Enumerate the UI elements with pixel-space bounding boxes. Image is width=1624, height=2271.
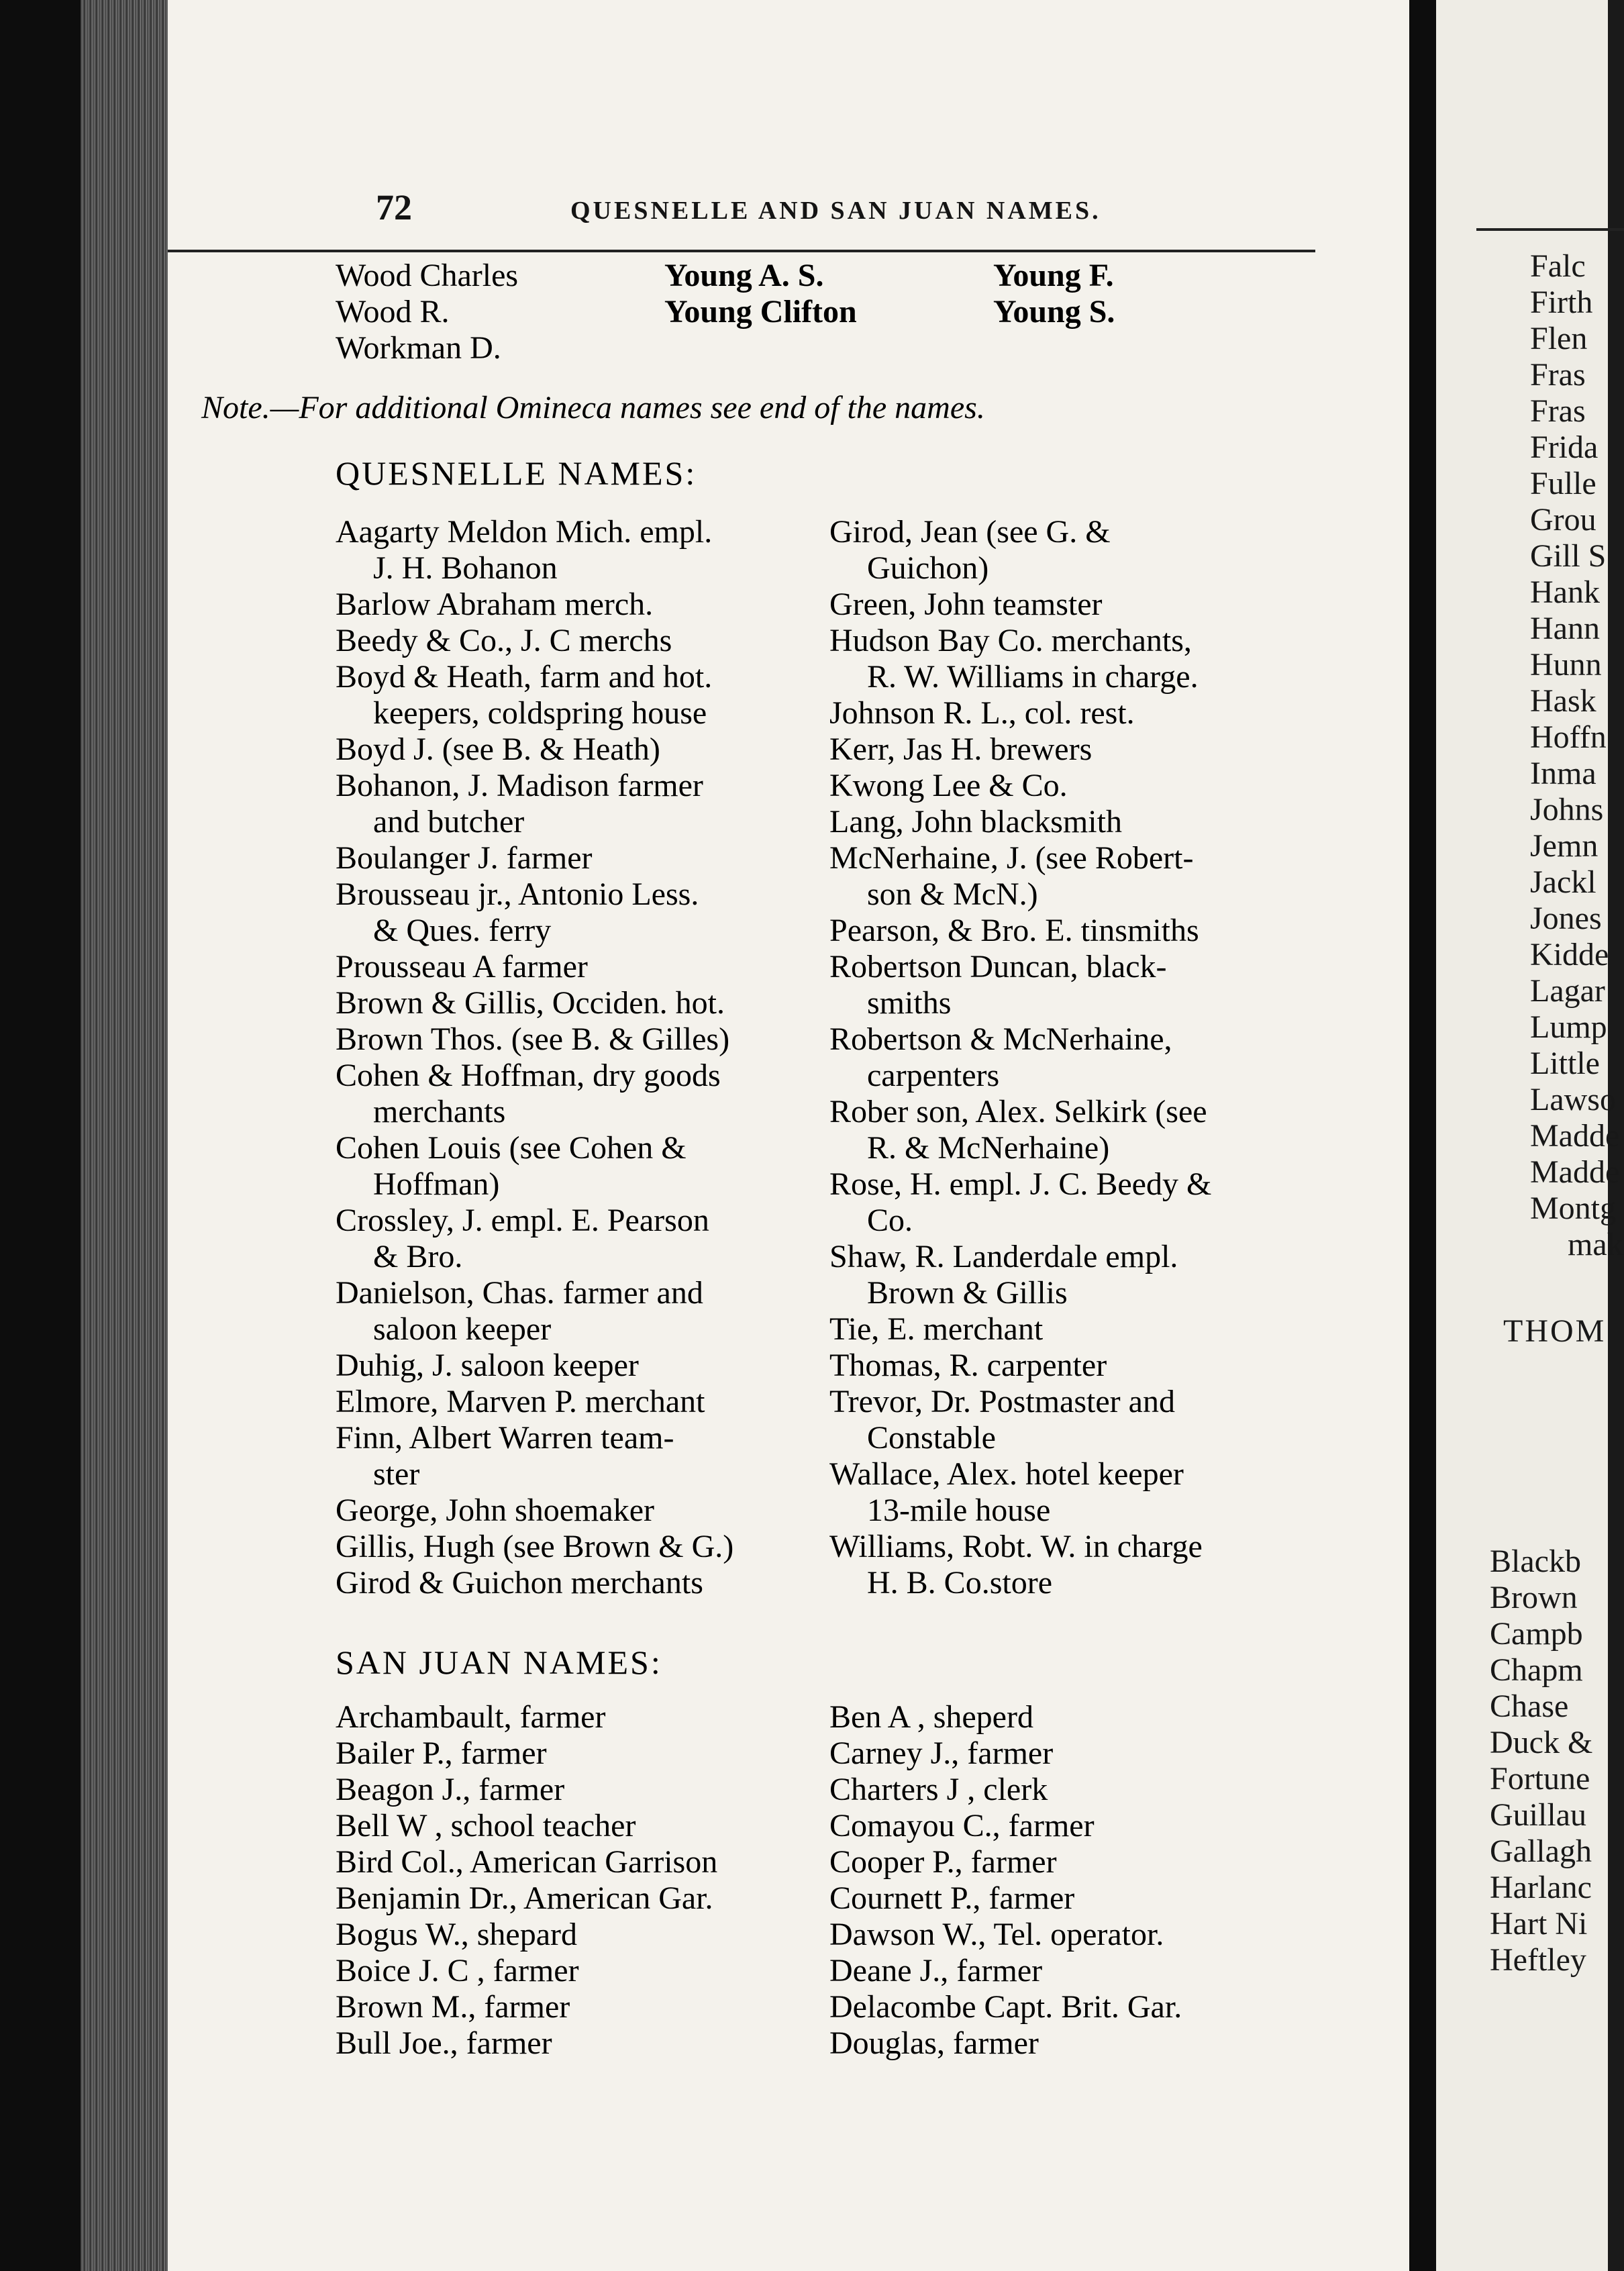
list-item: Hart Ni — [1490, 1906, 1588, 1941]
list-item: Boyd J. (see B. & Heath) — [336, 731, 660, 767]
san-juan-right-column — [829, 1699, 1182, 2062]
san-juan-heading: SAN JUAN NAMES: — [336, 1644, 662, 1681]
quesnelle-heading: QUESNELLE NAMES: — [336, 454, 697, 492]
list-item: ster — [373, 1456, 420, 1492]
list-item: Archambault, farmer — [336, 1699, 606, 1735]
list-item: R. & McNerhaine) — [867, 1130, 1110, 1166]
list-item: Girod, Jean (see G. & — [829, 514, 1111, 550]
list-item: Fras — [1530, 393, 1586, 429]
list-item: Finn, Albert Warren team- — [336, 1420, 674, 1456]
list-item: Brown & Gillis, Occiden. hot. — [336, 985, 725, 1021]
next-page-upper-list — [1530, 248, 1623, 1263]
list-item: Wallace, Alex. hotel keeper — [829, 1456, 1184, 1492]
list-item: Montg — [1530, 1191, 1617, 1226]
next-page-heading: THOM — [1503, 1313, 1607, 1349]
list-item: Danielson, Chas. farmer and — [336, 1275, 703, 1311]
list-item: Brown Thos. (see B. & Gilles) — [336, 1021, 730, 1057]
page-edges — [81, 0, 168, 2271]
list-item: Chapm — [1490, 1652, 1583, 1688]
list-item: Barlow Abraham merch. — [336, 587, 654, 622]
list-item: Young F. — [993, 258, 1114, 293]
list-item: Madde — [1530, 1154, 1620, 1190]
list-item: Kerr, Jas H. brewers — [829, 731, 1093, 767]
list-item: Gillis, Hugh (see Brown & G.) — [336, 1529, 734, 1564]
book-gutter — [1409, 0, 1436, 2271]
list-item: Guillau — [1490, 1797, 1586, 1833]
list-item: Lang, John blacksmith — [829, 804, 1122, 840]
list-item: Girod & Guichon merchants — [336, 1565, 703, 1601]
list-item: Robertson Duncan, black- — [829, 949, 1167, 985]
list-item: Aagarty Meldon Mich. empl. — [336, 514, 713, 550]
list-item: Harlanc — [1490, 1870, 1592, 1905]
list-item: Campb — [1490, 1616, 1583, 1652]
san-juan-left-column — [336, 1699, 717, 2062]
list-item: R. W. Williams in charge. — [867, 659, 1199, 695]
list-item: Comayou C., farmer — [829, 1808, 1095, 1844]
list-item: Benjamin Dr., American Gar. — [336, 1880, 713, 1916]
list-item: Thomas, R. carpenter — [829, 1348, 1107, 1383]
list-item: Fulle — [1530, 466, 1596, 501]
list-item: Cournett P., farmer — [829, 1880, 1075, 1916]
list-item: Douglas, farmer — [829, 2025, 1039, 2061]
list-item: Charters J , clerk — [829, 1772, 1048, 1807]
list-item: Guichon) — [867, 550, 989, 586]
list-item: Ben A , sheperd — [829, 1699, 1033, 1735]
list-item: Brown M., farmer — [336, 1989, 570, 2025]
list-item: Frida — [1530, 430, 1598, 465]
list-item: son & McN.) — [867, 876, 1038, 912]
list-item: Robertson & McNerhaine, — [829, 1021, 1172, 1057]
list-item: carpenters — [867, 1058, 1000, 1093]
list-item: Hann — [1530, 611, 1600, 646]
list-item: Cohen & Hoffman, dry goods — [336, 1058, 721, 1093]
list-item: Wood Charles — [336, 258, 519, 293]
list-item: Wood R. — [336, 294, 450, 330]
top-list-col2 — [664, 258, 857, 330]
list-item: merchants — [373, 1094, 506, 1129]
next-page-lower-list — [1490, 1544, 1592, 1978]
list-item: Young Clifton — [664, 294, 857, 330]
list-item: Grou — [1530, 502, 1596, 538]
note-text: Note.—For additional Omineca names see end of the names. — [201, 390, 985, 425]
list-item: 13-mile house — [867, 1493, 1051, 1528]
list-item: Lump — [1530, 1009, 1607, 1045]
list-item: Bell W , school teacher — [336, 1808, 636, 1844]
list-item: saloon keeper — [373, 1311, 552, 1347]
list-item: Hoffman) — [373, 1166, 500, 1202]
list-item: Brown & Gillis — [867, 1275, 1068, 1311]
list-item: Trevor, Dr. Postmaster and — [829, 1384, 1175, 1419]
list-item: Kidde — [1530, 937, 1609, 972]
list-item: J. H. Bohanon — [373, 550, 558, 586]
list-item: Little — [1530, 1046, 1600, 1081]
list-item: Kwong Lee & Co. — [829, 768, 1068, 803]
list-item: Bailer P., farmer — [336, 1735, 547, 1771]
list-item: Bull Joe., farmer — [336, 2025, 552, 2061]
list-item: Jackl — [1530, 864, 1596, 900]
list-item: Brousseau jr., Antonio Less. — [336, 876, 699, 912]
list-item: Hunn — [1530, 647, 1602, 683]
list-item: Beagon J., farmer — [336, 1772, 565, 1807]
list-item: Duhig, J. saloon keeper — [336, 1348, 639, 1383]
list-item: Lawso — [1530, 1082, 1616, 1117]
list-item: Duck & — [1490, 1725, 1593, 1760]
list-item: & Bro. — [373, 1239, 463, 1274]
list-item: Shaw, R. Landerdale empl. — [829, 1239, 1178, 1274]
list-item: Hank — [1530, 574, 1600, 610]
book-spine — [0, 0, 81, 2271]
list-item: Cohen Louis (see Cohen & — [336, 1130, 687, 1166]
list-item: Fras — [1530, 357, 1586, 393]
list-item: Cooper P., farmer — [829, 1844, 1057, 1880]
next-page-rule — [1476, 228, 1624, 231]
list-item: Gallagh — [1490, 1833, 1592, 1869]
list-item: Madde — [1530, 1118, 1620, 1154]
list-item: keepers, coldspring house — [373, 695, 707, 731]
list-item: Hudson Bay Co. merchants, — [829, 623, 1192, 658]
top-list-col1 — [336, 258, 518, 366]
header-rule — [168, 250, 1315, 252]
list-item: Pearson, & Bro. E. tinsmiths — [829, 913, 1199, 948]
list-item: smiths — [867, 985, 952, 1021]
list-item: Bogus W., shepard — [336, 1917, 577, 1952]
list-item: Beedy & Co., J. C merchs — [336, 623, 672, 658]
list-item: Bohanon, J. Madison farmer — [336, 768, 703, 803]
list-item: Prousseau A farmer — [336, 949, 588, 985]
list-item: Jemn — [1530, 828, 1598, 864]
list-item: Chase — [1490, 1688, 1569, 1724]
next-page-fragment — [1436, 0, 1623, 2271]
list-item: Firth — [1530, 285, 1593, 320]
list-item: Co. — [867, 1203, 913, 1238]
list-item: Gill S — [1530, 538, 1607, 574]
list-item: Falc — [1530, 248, 1586, 284]
list-item: Inma — [1530, 756, 1596, 791]
list-item: Williams, Robt. W. in charge — [829, 1529, 1203, 1564]
list-item: H. B. Co.store — [867, 1565, 1052, 1601]
list-item: Green, John teamster — [829, 587, 1103, 622]
list-item: Workman D. — [336, 330, 501, 366]
list-item: Johnson R. L., col. rest. — [829, 695, 1135, 731]
list-item: Hask — [1530, 683, 1596, 719]
list-item: Rober son, Alex. Selkirk (see — [829, 1094, 1207, 1129]
list-item: Heftley — [1490, 1942, 1586, 1978]
list-item: Bird Col., American Garrison — [336, 1844, 718, 1880]
list-item: mak — [1568, 1227, 1623, 1262]
list-item: Deane J., farmer — [829, 1953, 1043, 1988]
list-item: Carney J., farmer — [829, 1735, 1054, 1771]
list-item: Flen — [1530, 321, 1588, 356]
list-item: Boice J. C , farmer — [336, 1953, 579, 1988]
list-item: Blackb — [1490, 1544, 1581, 1579]
list-item: Constable — [867, 1420, 996, 1456]
list-item: Young A. S. — [664, 258, 824, 293]
top-list-col3 — [993, 258, 1115, 330]
list-item: Johns — [1530, 792, 1604, 827]
list-item: Elmore, Marven P. merchant — [336, 1384, 705, 1419]
list-item: Lagar — [1530, 973, 1605, 1009]
page-number: 72 — [376, 187, 412, 228]
list-item: George, John shoemaker — [336, 1493, 654, 1528]
list-item: Hoffn — [1530, 719, 1607, 755]
running-head: QUESNELLE AND SAN JUAN NAMES. — [570, 197, 1101, 225]
list-item: Dawson W., Tel. operator. — [829, 1917, 1164, 1952]
list-item: Fortune — [1490, 1761, 1590, 1797]
list-item: Rose, H. empl. J. C. Beedy & — [829, 1166, 1212, 1202]
list-item: Delacombe Capt. Brit. Gar. — [829, 1989, 1182, 2025]
list-item: Boyd & Heath, farm and hot. — [336, 659, 713, 695]
list-item: Boulanger J. farmer — [336, 840, 593, 876]
page-header — [168, 187, 1409, 240]
list-item: Young S. — [993, 294, 1115, 330]
quesnelle-right-column — [829, 514, 1211, 1601]
list-item: McNerhaine, J. (see Robert- — [829, 840, 1194, 876]
list-item: Crossley, J. empl. E. Pearson — [336, 1203, 709, 1238]
list-item: Jones — [1530, 901, 1602, 936]
list-item: & Ques. ferry — [373, 913, 552, 948]
list-item: and butcher — [373, 804, 525, 840]
list-item: Brown — [1490, 1580, 1578, 1615]
quesnelle-left-column — [336, 514, 733, 1601]
list-item: Tie, E. merchant — [829, 1311, 1044, 1347]
